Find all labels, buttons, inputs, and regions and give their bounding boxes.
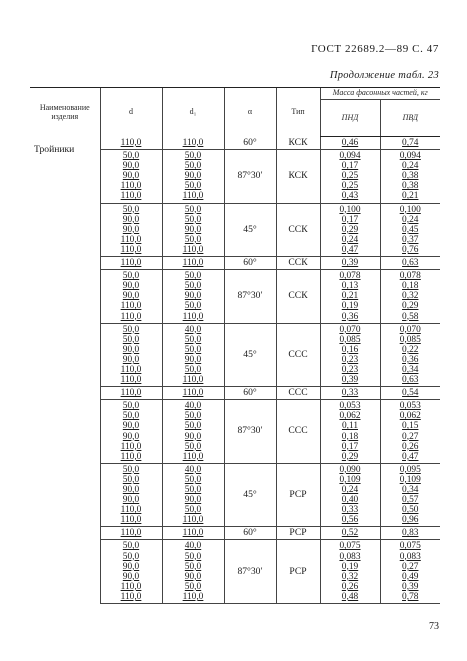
cell-pnd bbox=[320, 323, 380, 387]
cell-value: 0,085 bbox=[339, 334, 361, 345]
cell-value: 0,100 bbox=[339, 204, 361, 215]
cell-value: 0,34 bbox=[402, 364, 419, 375]
cell-value: 50,0 bbox=[122, 474, 140, 485]
cell-value: 90,0 bbox=[122, 281, 140, 292]
cell-value: 0,26 bbox=[402, 441, 419, 452]
table-row bbox=[30, 137, 440, 150]
cell-value: 0,47 bbox=[341, 244, 359, 255]
cell-type: ССК bbox=[276, 203, 320, 256]
cell-value: 50,0 bbox=[184, 441, 202, 452]
cell-pvd bbox=[380, 257, 440, 270]
cell-value: 0,38 bbox=[402, 171, 419, 182]
header-pnd: ПНД bbox=[320, 100, 380, 137]
cell-value: 0,34 bbox=[402, 485, 419, 495]
cell-value: 0,63 bbox=[402, 375, 419, 386]
header-alpha: α bbox=[224, 88, 276, 137]
cell-value: 0,16 bbox=[341, 344, 359, 355]
cell-value: 0,18 bbox=[402, 281, 419, 292]
cell-value: 50,0 bbox=[122, 401, 140, 412]
cell-d bbox=[100, 400, 162, 464]
cell-d bbox=[100, 203, 162, 256]
cell-value: 110,0 bbox=[120, 581, 142, 592]
cell-d bbox=[100, 527, 162, 540]
cell-value: 0,062 bbox=[399, 411, 421, 422]
cell-value: 90,0 bbox=[122, 214, 140, 225]
cell-value: 110,0 bbox=[120, 591, 142, 602]
cell-value: 90,0 bbox=[184, 495, 202, 506]
cell-value: 0,19 bbox=[341, 561, 359, 572]
cell-angle: 45° bbox=[224, 323, 276, 387]
cell-d bbox=[100, 323, 162, 387]
cell-pvd bbox=[380, 527, 440, 540]
cell-value: 110,0 bbox=[120, 234, 142, 245]
cell-d bbox=[100, 540, 162, 604]
cell-d1 bbox=[162, 150, 224, 203]
cell-value: 0,100 bbox=[399, 204, 421, 215]
header-name: Наименование изделия bbox=[30, 88, 100, 137]
cell-value: 110,0 bbox=[120, 137, 142, 148]
cell-value: 0,075 bbox=[399, 541, 421, 552]
mass-table bbox=[30, 87, 440, 604]
cell-value: 0,48 bbox=[341, 591, 359, 602]
cell-value: 110,0 bbox=[182, 591, 204, 602]
cell-value: 50,0 bbox=[184, 161, 202, 172]
cell-value: 50,0 bbox=[184, 505, 202, 516]
cell-value: 50,0 bbox=[122, 271, 140, 282]
cell-type: ССК bbox=[276, 270, 320, 323]
header-type: Тип bbox=[276, 88, 320, 137]
cell-value: 0,47 bbox=[402, 451, 419, 462]
cell-d1 bbox=[162, 137, 224, 150]
cell-pnd bbox=[320, 270, 380, 323]
cell-value: 0,40 bbox=[341, 495, 359, 506]
cell-value: 50,0 bbox=[122, 334, 140, 345]
cell-value: 110,0 bbox=[182, 528, 204, 539]
cell-value: 0,15 bbox=[402, 421, 419, 432]
cell-type: ССК bbox=[276, 257, 320, 270]
cell-value: 0,22 bbox=[402, 344, 419, 355]
cell-value: 0,33 bbox=[341, 505, 359, 516]
cell-value: 50,0 bbox=[122, 464, 140, 475]
cell-value: 0,090 bbox=[339, 464, 361, 475]
cell-value: 0,083 bbox=[399, 551, 421, 562]
cell-value: 110,0 bbox=[182, 191, 204, 202]
cell-value: 0,053 bbox=[399, 401, 421, 412]
cell-value: 50,0 bbox=[184, 271, 202, 282]
cell-type: РСР bbox=[276, 463, 320, 527]
cell-pvd bbox=[380, 387, 440, 400]
cell-type: КСК bbox=[276, 137, 320, 150]
cell-value: 110,0 bbox=[120, 364, 142, 375]
cell-value: 50,0 bbox=[184, 364, 202, 375]
cell-value: 0,29 bbox=[402, 301, 419, 312]
cell-pnd bbox=[320, 257, 380, 270]
cell-d bbox=[100, 463, 162, 527]
cell-value: 0,085 bbox=[399, 334, 421, 345]
cell-value: 40,0 bbox=[184, 401, 202, 412]
cell-value: 0,36 bbox=[341, 311, 359, 322]
cell-value: 0,053 bbox=[339, 401, 361, 412]
cell-value: 110,0 bbox=[120, 311, 142, 322]
cell-d bbox=[100, 270, 162, 323]
cell-pnd bbox=[320, 400, 380, 464]
page-number: 73 bbox=[429, 621, 439, 632]
cell-pvd bbox=[380, 270, 440, 323]
cell-value: 50,0 bbox=[184, 204, 202, 215]
cell-value: 90,0 bbox=[122, 224, 140, 235]
cell-value: 0,46 bbox=[341, 138, 359, 148]
cell-value: 50,0 bbox=[184, 234, 202, 245]
cell-value: 0,50 bbox=[402, 505, 419, 516]
cell-value: 110,0 bbox=[182, 258, 204, 269]
cell-value: 110,0 bbox=[120, 375, 142, 386]
cell-angle: 87°30′ bbox=[224, 400, 276, 464]
cell-d1 bbox=[162, 257, 224, 270]
cell-value: 0,078 bbox=[339, 271, 361, 282]
cell-d1 bbox=[162, 463, 224, 527]
cell-pvd bbox=[380, 400, 440, 464]
cell-value: 0,24 bbox=[402, 214, 419, 225]
cell-value: 0,39 bbox=[341, 258, 359, 269]
cell-value: 110,0 bbox=[182, 137, 204, 148]
cell-value: 110,0 bbox=[120, 451, 142, 462]
cell-value: 0,33 bbox=[341, 388, 359, 399]
cell-pvd bbox=[380, 540, 440, 604]
cell-value: 0,21 bbox=[341, 291, 359, 302]
cell-value: 110,0 bbox=[120, 258, 142, 269]
cell-pvd bbox=[380, 150, 440, 203]
cell-angle: 45° bbox=[224, 463, 276, 527]
cell-type: ССС bbox=[276, 323, 320, 387]
cell-value: 90,0 bbox=[122, 571, 140, 582]
cell-value: 50,0 bbox=[184, 551, 202, 562]
cell-value: 0,52 bbox=[341, 528, 359, 539]
cell-value: 50,0 bbox=[184, 301, 202, 312]
cell-value: 0,109 bbox=[399, 474, 421, 485]
cell-value: 40,0 bbox=[184, 464, 202, 475]
header-d1: d₁ bbox=[162, 88, 224, 137]
cell-value: 50,0 bbox=[184, 281, 202, 292]
cell-value: 50,0 bbox=[184, 151, 202, 162]
cell-d bbox=[100, 150, 162, 203]
cell-value: 90,0 bbox=[122, 561, 140, 572]
cell-value: 0,095 bbox=[399, 464, 421, 475]
cell-value: 50,0 bbox=[122, 324, 140, 335]
cell-value: 0,17 bbox=[341, 441, 359, 452]
cell-value: 110,0 bbox=[182, 244, 204, 255]
cell-value: 0,25 bbox=[341, 181, 359, 192]
cell-value: 90,0 bbox=[184, 354, 202, 365]
cell-angle: 60° bbox=[224, 257, 276, 270]
item-name: Тройники bbox=[34, 143, 75, 155]
cell-d1 bbox=[162, 400, 224, 464]
cell-value: 0,54 bbox=[402, 388, 419, 399]
cell-pnd bbox=[320, 463, 380, 527]
cell-value: 50,0 bbox=[122, 411, 140, 422]
cell-value: 0,24 bbox=[402, 161, 419, 172]
cell-d1 bbox=[162, 323, 224, 387]
cell-value: 0,26 bbox=[341, 581, 359, 592]
cell-value: 90,0 bbox=[122, 431, 140, 442]
cell-value: 0,21 bbox=[402, 191, 419, 202]
page-header: ГОСТ 22689.2—89 С. 47 bbox=[311, 43, 439, 55]
cell-value: 50,0 bbox=[184, 334, 202, 345]
cell-value: 0,43 bbox=[341, 191, 359, 202]
cell-angle: 87°30′ bbox=[224, 540, 276, 604]
cell-value: 90,0 bbox=[122, 344, 140, 355]
cell-angle: 60° bbox=[224, 387, 276, 400]
cell-value: 110,0 bbox=[120, 388, 142, 399]
cell-d bbox=[100, 257, 162, 270]
cell-value: 0,078 bbox=[399, 271, 421, 282]
table-caption: Продолжение табл. 23 bbox=[329, 70, 439, 81]
cell-pnd bbox=[320, 137, 380, 150]
cell-value: 90,0 bbox=[184, 171, 202, 182]
header-pvd: ПВД bbox=[380, 100, 440, 137]
cell-pnd bbox=[320, 387, 380, 400]
cell-d1 bbox=[162, 540, 224, 604]
cell-value: 0,45 bbox=[402, 224, 419, 235]
cell-value: 50,0 bbox=[122, 541, 140, 552]
cell-value: 110,0 bbox=[120, 505, 142, 516]
cell-value: 90,0 bbox=[184, 291, 202, 302]
cell-value: 110,0 bbox=[120, 244, 142, 255]
cell-type: КСК bbox=[276, 150, 320, 203]
cell-angle: 45° bbox=[224, 203, 276, 256]
cell-value: 90,0 bbox=[122, 171, 140, 182]
cell-type: РСР bbox=[276, 540, 320, 604]
cell-pnd bbox=[320, 150, 380, 203]
cell-pvd bbox=[380, 137, 440, 150]
cell-value: 0,37 bbox=[402, 234, 419, 245]
cell-value: 0,29 bbox=[341, 451, 359, 462]
cell-value: 50,0 bbox=[184, 581, 202, 592]
cell-angle: 87°30′ bbox=[224, 150, 276, 203]
cell-value: 50,0 bbox=[184, 474, 202, 485]
cell-value: 90,0 bbox=[122, 421, 140, 432]
cell-value: 90,0 bbox=[122, 161, 140, 172]
cell-value: 0,49 bbox=[402, 571, 419, 582]
cell-value: 50,0 bbox=[122, 151, 140, 162]
cell-value: 0,094 bbox=[399, 151, 421, 162]
cell-value: 50,0 bbox=[184, 411, 202, 422]
cell-value: 0,32 bbox=[402, 291, 419, 302]
cell-value: 110,0 bbox=[120, 191, 142, 202]
cell-value: 90,0 bbox=[122, 495, 140, 506]
cell-value: 90,0 bbox=[184, 224, 202, 235]
cell-d bbox=[100, 137, 162, 150]
cell-value: 0,39 bbox=[341, 375, 359, 386]
header-d: d bbox=[100, 88, 162, 137]
cell-value: 0,27 bbox=[402, 431, 419, 442]
cell-value: 0,78 bbox=[402, 591, 419, 602]
cell-value: 0,57 bbox=[402, 495, 419, 506]
cell-value: 0,63 bbox=[402, 258, 419, 269]
cell-value: 0,17 bbox=[341, 214, 359, 225]
cell-value: 110,0 bbox=[120, 181, 142, 192]
cell-d1 bbox=[162, 527, 224, 540]
cell-value: 0,11 bbox=[341, 421, 359, 432]
header-mass: Масса фасонных частей, кг bbox=[320, 88, 440, 100]
cell-value: 110,0 bbox=[182, 375, 204, 386]
cell-value: 110,0 bbox=[120, 528, 142, 539]
cell-value: 90,0 bbox=[184, 431, 202, 442]
cell-value: 0,27 bbox=[402, 561, 419, 572]
cell-type: ССС bbox=[276, 387, 320, 400]
cell-value: 0,25 bbox=[341, 171, 359, 182]
cell-value: 110,0 bbox=[182, 388, 204, 399]
cell-value: 110,0 bbox=[120, 441, 142, 452]
cell-value: 90,0 bbox=[122, 354, 140, 365]
cell-value: 0,23 bbox=[341, 364, 359, 375]
cell-value: 0,39 bbox=[402, 581, 419, 592]
cell-value: 0,24 bbox=[341, 485, 359, 495]
cell-value: 0,094 bbox=[339, 151, 361, 162]
cell-value: 50,0 bbox=[122, 204, 140, 215]
cell-value: 0,083 bbox=[339, 551, 361, 562]
cell-value: 50,0 bbox=[184, 181, 202, 192]
cell-pvd bbox=[380, 323, 440, 387]
cell-value: 0,83 bbox=[402, 528, 419, 539]
cell-value: 0,070 bbox=[339, 324, 361, 335]
cell-value: 0,24 bbox=[341, 234, 359, 245]
cell-value: 0,23 bbox=[341, 354, 359, 365]
cell-value: 0,76 bbox=[402, 244, 419, 255]
table-body bbox=[30, 137, 440, 604]
cell-d1 bbox=[162, 203, 224, 256]
cell-value: 0,96 bbox=[402, 515, 419, 526]
cell-pnd bbox=[320, 527, 380, 540]
cell-pnd bbox=[320, 203, 380, 256]
cell-value: 90,0 bbox=[184, 571, 202, 582]
cell-value: 50,0 bbox=[184, 344, 202, 355]
cell-type: РСР bbox=[276, 527, 320, 540]
cell-value: 0,18 bbox=[341, 431, 359, 442]
cell-value: 40,0 bbox=[184, 324, 202, 335]
cell-value: 0,74 bbox=[402, 138, 419, 148]
cell-d1 bbox=[162, 270, 224, 323]
cell-pvd bbox=[380, 203, 440, 256]
cell-d1 bbox=[162, 387, 224, 400]
cell-angle: 87°30′ bbox=[224, 270, 276, 323]
cell-value: 0,19 bbox=[341, 301, 359, 312]
cell-value: 50,0 bbox=[184, 214, 202, 225]
cell-value: 0,13 bbox=[341, 281, 359, 292]
cell-pnd bbox=[320, 540, 380, 604]
cell-value: 110,0 bbox=[120, 301, 142, 312]
cell-value: 90,0 bbox=[122, 485, 140, 495]
cell-value: 50,0 bbox=[184, 561, 202, 572]
cell-value: 110,0 bbox=[182, 311, 204, 322]
cell-value: 50,0 bbox=[184, 421, 202, 432]
cell-value: 40,0 bbox=[184, 541, 202, 552]
cell-value: 0,070 bbox=[399, 324, 421, 335]
cell-pvd bbox=[380, 463, 440, 527]
cell-value: 110,0 bbox=[120, 515, 142, 526]
cell-angle: 60° bbox=[224, 137, 276, 150]
cell-angle: 60° bbox=[224, 527, 276, 540]
cell-value: 50,0 bbox=[184, 485, 202, 495]
cell-type: ССС bbox=[276, 400, 320, 464]
cell-value: 110,0 bbox=[182, 451, 204, 462]
cell-d bbox=[100, 387, 162, 400]
cell-value: 90,0 bbox=[122, 291, 140, 302]
cell-value: 0,29 bbox=[341, 224, 359, 235]
cell-value: 0,38 bbox=[402, 181, 419, 192]
cell-value: 50,0 bbox=[122, 551, 140, 562]
cell-value: 0,36 bbox=[402, 354, 419, 365]
cell-value: 0,062 bbox=[339, 411, 361, 422]
cell-value: 0,109 bbox=[339, 474, 361, 485]
cell-value: 0,32 bbox=[341, 571, 359, 582]
cell-value: 110,0 bbox=[182, 515, 204, 526]
cell-value: 0,075 bbox=[339, 541, 361, 552]
cell-value: 0,56 bbox=[341, 515, 359, 526]
cell-value: 0,58 bbox=[402, 311, 419, 322]
cell-value: 0,17 bbox=[341, 161, 359, 172]
